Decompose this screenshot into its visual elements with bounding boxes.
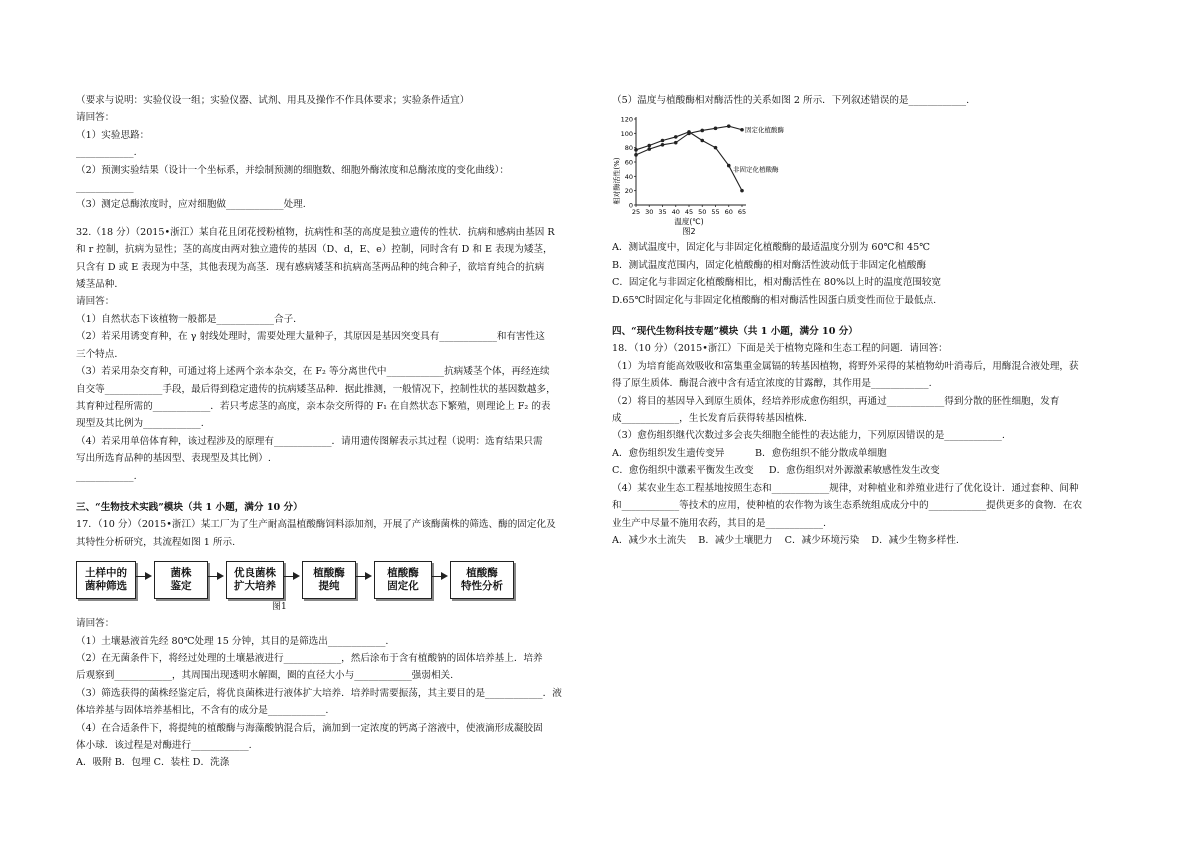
question-17-line: 体培养基与固体培养基相比，不含有的成分是____________. — [76, 705, 329, 717]
question-32-line: 三个特点． — [76, 348, 124, 360]
x-tick-label: 45 — [684, 208, 694, 217]
y-tick-label: 20 — [624, 187, 633, 196]
data-point — [647, 148, 651, 152]
flow-arrow — [208, 576, 222, 577]
right-column — [612, 92, 1132, 549]
text-line: （2）预测实验结果（设计一个坐标系，并绘制预测的细胞数、细胞外酶浓度和总酶浓度的变化曲线）： — [76, 164, 510, 176]
data-point — [674, 136, 678, 140]
text-line: （1）实验思路： — [76, 129, 150, 141]
data-point — [661, 139, 665, 143]
question-18-line: （4）某农业生态工程基地按照生态和____________规律，对种植业和养殖业进行了优化设计．通过套种、间种 — [612, 482, 1079, 494]
question-32-line: 自交等____________手段，最后得到稳定遗传的抗病矮茎品种．据此推测，一般情况下，控制性状的基因数越多， — [76, 383, 556, 395]
flow-box-6: 植酸酶 特性分析 — [450, 561, 514, 599]
data-point — [714, 146, 718, 150]
y-tick-label: 40 — [624, 173, 633, 182]
data-point — [740, 189, 744, 193]
flow-box-3: 优良菌株 扩大培养 — [226, 561, 284, 599]
question-32-line: 写出所选育品种的基因型、表现型及其比例）. — [76, 453, 271, 465]
question-17-line: 后观察到____________，其周围出现透明水解圈，圈的直径大小与____________强弱相关. — [76, 670, 454, 682]
x-tick-label: 65 — [737, 208, 747, 217]
option-b: B．测试温度范围内，固定化植酸酶的相对酶活性波动低于非固定化植酸酶 — [612, 259, 927, 271]
flow-box-1: 土样中的 菌种筛选 — [76, 561, 136, 599]
question-32-line: （2）若采用诱变育种，在 γ 射线处理时，需要处理大量种子，其原因是基因突变具有____________和有害性这 — [76, 331, 545, 343]
line-chart — [612, 111, 812, 235]
x-tick-label: 40 — [671, 208, 680, 217]
question-18-line: 得了原生质体．酶混合液中含有适宜浓度的甘露醇，其作用是____________. — [612, 378, 932, 390]
y-tick-label: 0 — [628, 201, 633, 210]
series-label: 固定化植酸酶 — [745, 126, 784, 135]
question-32-line: 只含有 D 或 E 表现为中茎，其他表现为高茎．现有感病矮茎和抗病高茎两品种的纯合种子，欲培育纯合的抗病 — [76, 261, 545, 273]
question-32-line: 矮茎品种． — [76, 279, 124, 291]
series-line-free — [636, 132, 742, 191]
data-point — [647, 144, 651, 148]
x-tick-label: 50 — [698, 208, 707, 217]
question-17-line: 17．（10 分）（2015•浙江）某工厂为了生产耐高温植酸酶饲料添加剂，开展了产该酶菌株的筛选、酶的固定化及 — [76, 519, 556, 531]
text-line: 请回答： — [76, 112, 115, 124]
figure-1-caption: 图1 — [272, 602, 287, 613]
question-32-line: （1）自然状态下该植物一般都是____________合子． — [76, 313, 303, 325]
question-17-options: A．吸附 B．包埋 C．装柱 D．洗涤 — [76, 757, 230, 769]
option-a: A．测试温度中，固定化与非固定化植酸酶的最适温度分别为 60℃和 45℃ — [612, 242, 930, 254]
question-18-line: （2）将目的基因导入到原生质体，经培养形成愈伤组织，再通过____________得到分散的胚性细胞，发育 — [612, 395, 1060, 407]
question-17-line: （3）筛选获得的菌株经鉴定后，将优良菌株进行液体扩大培养．培养时需要振荡，其主要目的是____________．液 — [76, 687, 562, 699]
question-32-line: 请回答： — [76, 296, 115, 308]
x-tick-label: 35 — [658, 208, 667, 217]
y-axis-label: 相对酶活性(%) — [613, 157, 621, 205]
question-18-line: 18．（10 分）（2015•浙江）下面是关于植物克隆和生态工程的问题．请回答： — [612, 343, 948, 355]
flow-box-4: 植酸酶 提纯 — [302, 561, 356, 599]
question-18-line: （3）愈伤组织继代次数过多会丧失细胞全能性的表达能力，下列原因错误的是____________. — [612, 430, 1005, 442]
y-tick-label: 80 — [624, 144, 633, 153]
flow-arrow — [284, 576, 298, 577]
flow-box-2: 菌株 鉴定 — [154, 561, 208, 599]
flowchart-figure-1 — [76, 557, 596, 613]
option-c: C．固定化与非固定化植酸酶相比，相对酶活性在 80%以上时的温度范围较宽 — [612, 277, 942, 289]
question-17-line: 请回答： — [76, 618, 115, 630]
question-17-line: （2）在无菌条件下，将经过处理的土壤悬液进行____________，然后涂布于含有植酸钠的固体培养基上．培养 — [76, 652, 543, 664]
question-18-line: 和____________等技术的应用，使种植的农作物为该生态系统组成成分中的____________提供更多的食物．在农 — [612, 500, 1083, 512]
data-point — [634, 148, 638, 152]
flow-arrow — [432, 576, 446, 577]
data-point — [727, 164, 731, 168]
y-tick-label: 120 — [620, 115, 633, 124]
y-tick-label: 60 — [624, 158, 633, 167]
data-point — [740, 128, 744, 132]
x-tick-label: 25 — [631, 208, 641, 217]
data-point — [661, 143, 665, 147]
data-point — [674, 141, 678, 145]
question-32-line: 32.（18 分）（2015•浙江）某自花且闭花授粉植物，抗病性和茎的高度是独立遗传的性状．抗病和感病由基因 R — [76, 226, 555, 238]
answer-blank: ____________ — [76, 182, 134, 194]
section-3-title: 三、“生物技术实践”模块（共 1 小题，满分 10 分） — [76, 501, 303, 513]
data-point — [714, 127, 718, 131]
flow-arrow — [356, 576, 370, 577]
flow-arrow — [136, 576, 150, 577]
data-point — [700, 129, 704, 133]
section-4-title: 四、“现代生物科技专题”模块（共 1 小题，满分 10 分） — [612, 326, 858, 338]
question-18-line: （1）为培育能高效吸收和富集重金属镉的转基因植物，将野外采得的某植物幼叶消毒后，用酶混合液处理，获 — [612, 360, 1079, 372]
data-point — [687, 131, 691, 135]
x-tick-label: 30 — [645, 208, 654, 217]
question-18-options: A．愈伤组织发生遗传变异 B．愈伤组织不能分散成单细胞 — [612, 447, 887, 459]
question-17-line: （4）在合适条件下，将提纯的植酸酶与海藻酸钠混合后，滴加到一定浓度的钙离子溶液中，使液滴形成凝胶固 — [76, 722, 543, 734]
question-32-line: 其育种过程所需的____________．若只考虑茎的高度，亲本杂交所得的 F₁ 在自然状态下繁殖，则理论上 F₂ 的表 — [76, 400, 551, 412]
series-label: 非固定化植酸酶 — [733, 165, 779, 174]
answer-blank: ____________. — [76, 470, 137, 482]
question-17-line: 其特性分析研究，其流程如图 1 所示. — [76, 536, 236, 548]
question-32-line: 现型及其比例为____________. — [76, 418, 204, 430]
data-point — [634, 153, 638, 157]
left-column — [76, 92, 596, 772]
question-18-options: A．减少水土流失 B．减少土壤肥力 C．减少环境污染 D．减少生物多样性. — [612, 534, 959, 546]
x-tick-label: 55 — [711, 208, 720, 217]
question-5-stem: （5）温度与植酸酶相对酶活性的关系如图 2 所示．下列叙述错误的是____________. — [612, 95, 970, 106]
question-18-options: C．愈伤组织中激素平衡发生改变 D．愈伤组织对外源激素敏感性发生改变 — [612, 465, 940, 477]
question-17-line: 体小球．该过程是对酶进行____________. — [76, 740, 252, 751]
answer-blank: ____________. — [76, 147, 137, 159]
text-line: （要求与说明：实验仪设一组；实验仪器、试剂、用具及操作不作具体要求；实验条件适宜） — [76, 95, 470, 106]
x-tick-label: 60 — [724, 208, 733, 217]
data-point — [727, 125, 731, 129]
y-tick-label: 100 — [620, 130, 633, 139]
x-axis-label: 温度(℃) — [674, 217, 704, 227]
text-line: （3）测定总酶浓度时，应对细胞做____________处理. — [76, 199, 306, 211]
figure-2-chart — [612, 111, 1132, 235]
question-18-line: 成____________，生长发育后获得转基因植株. — [612, 413, 807, 425]
question-32-line: （3）若采用杂交育种，可通过将上述两个亲本杂交，在 F₂ 等分离世代中____________抗病矮茎个体，再经连续 — [76, 366, 550, 378]
question-32-line: 和 r 控制，抗病为显性；茎的高度由两对独立遗传的基因（D、d，E、e）控制，同时含有 D 和 E 表现为矮茎， — [76, 244, 553, 256]
question-32-line: （4）若采用单倍体育种，该过程涉及的原理有____________．请用遗传图解表示其过程（说明：选育结果只需 — [76, 435, 543, 447]
option-d: D.65℃时固定化与非固定化植酸酶的相对酶活性因蛋白质变性而位于最低点. — [612, 294, 937, 306]
question-17-line: （1）土壤悬液首先经 80℃处理 15 分钟，其目的是筛选出____________. — [76, 635, 389, 647]
figure-2-caption: 图2 — [682, 227, 696, 236]
flow-box-5: 植酸酶 固定化 — [374, 561, 432, 599]
data-point — [700, 139, 704, 143]
question-18-line: 业生产中尽量不施用农药，其目的是____________. — [612, 517, 827, 529]
